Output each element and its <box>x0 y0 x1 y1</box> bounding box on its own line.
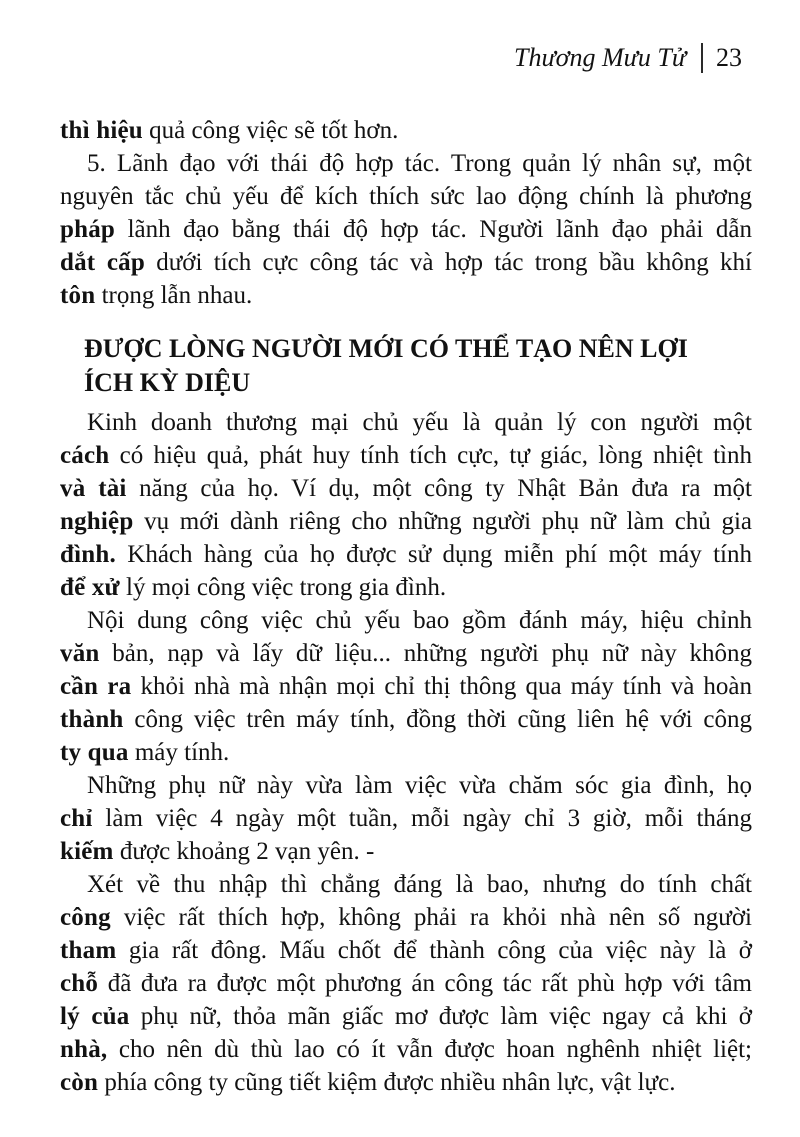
ink-heavy-word: nghiệp <box>60 508 134 535</box>
paragraph <box>60 406 752 604</box>
ink-heavy-word: kiếm <box>60 838 114 865</box>
page-text <box>60 114 752 1099</box>
text-line: Kinh doanh thương mại chủ yếu là quản lý con người một <box>87 409 752 436</box>
text-line: công việc rất thích hợp, không phải ra khỏi nhà nên số người <box>60 904 752 931</box>
ink-heavy-word: thì hiệu <box>60 117 143 144</box>
ink-heavy-word: văn <box>60 640 100 667</box>
text-line: thì hiệu quả công việc sẽ tốt hơn. <box>60 117 399 144</box>
ink-heavy-word: dắt cấp <box>60 249 145 276</box>
text-line: và tài năng của họ. Ví dụ, một công ty Nhật Bản đưa ra một <box>60 475 752 502</box>
ink-heavy-word: còn <box>60 1069 99 1096</box>
text-line: Xét về thu nhập thì chẳng đáng là bao, nhưng do tính chất <box>87 871 752 898</box>
ink-heavy-word: và tài <box>60 475 127 502</box>
ink-heavy-word: công <box>60 904 111 931</box>
page-number: 23 <box>716 43 742 72</box>
paragraph <box>60 147 752 312</box>
heading-line: ÍCH KỲ DIỆU <box>84 368 251 397</box>
text-line: 5. Lãnh đạo với thái độ hợp tác. Trong quản lý nhân sự, một <box>87 150 752 177</box>
text-line: cách có hiệu quả, phát huy tính tích cực, tự giác, lòng nhiệt tình <box>60 442 752 469</box>
text-line: chỗ đã đưa ra được một phương án công tác rất phù hợp với tâm <box>60 970 752 997</box>
text-line: tham gia rất đông. Mấu chốt để thành công của việc này là ở <box>60 937 752 964</box>
ink-heavy-word: thành <box>60 706 124 733</box>
paragraph <box>60 114 752 147</box>
text-line: nghiệp vụ mới dành riêng cho những người phụ nữ làm chủ gia <box>60 508 752 535</box>
section-heading <box>60 332 752 400</box>
text-line: để xử lý mọi công việc trong gia đình. <box>60 574 447 601</box>
running-title: Thương Mưu Tử <box>514 43 686 72</box>
paragraph <box>60 868 752 1099</box>
ink-heavy-word: tôn <box>60 282 96 309</box>
ink-heavy-word: đình. <box>60 541 116 568</box>
text-line: dắt cấp dưới tích cực công tác và hợp tác trong bầu không khí <box>60 249 752 276</box>
ink-heavy-word: nhà, <box>60 1036 108 1063</box>
ink-heavy-word: ty qua <box>60 739 129 766</box>
ink-heavy-word: cần ra <box>60 673 132 700</box>
header-separator <box>701 43 703 73</box>
running-header <box>60 42 752 74</box>
text-line: Nội dung công việc chủ yếu bao gồm đánh máy, hiệu chỉnh <box>87 607 752 634</box>
text-line: cần ra khỏi nhà mà nhận mọi chỉ thị thông qua máy tính và hoàn <box>60 673 752 700</box>
text-line: tôn trọng lẫn nhau. <box>60 282 253 309</box>
text-line: thành công việc trên máy tính, đồng thời cũng liên hệ với công <box>60 706 752 733</box>
ink-heavy-word: pháp <box>60 216 116 243</box>
ink-heavy-word: chỉ <box>60 805 93 832</box>
paragraph <box>60 604 752 769</box>
text-line: ty qua máy tính. <box>60 739 230 766</box>
text-line: nguyên tắc chủ yếu để kích thích sức lao động chính là phương <box>60 183 752 210</box>
ink-heavy-word: chỗ <box>60 970 99 997</box>
ink-heavy-word: để xử <box>60 574 120 601</box>
text-line: còn phía công ty cũng tiết kiệm được nhiều nhân lực, vật lực. <box>60 1069 676 1096</box>
text-line: chỉ làm việc 4 ngày một tuần, mỗi ngày chỉ 3 giờ, mỗi tháng <box>60 805 752 832</box>
ink-heavy-word: lý của <box>60 1003 130 1030</box>
text-line: lý của phụ nữ, thỏa mãn giấc mơ được làm việc ngay cả khi ở <box>60 1003 752 1030</box>
text-line: kiếm được khoảng 2 vạn yên. - <box>60 838 375 865</box>
text-line: pháp lãnh đạo bằng thái độ hợp tác. Người lãnh đạo phải dẫn <box>60 216 752 243</box>
text-line: văn bản, nạp và lấy dữ liệu... những người phụ nữ này không <box>60 640 752 667</box>
ink-heavy-word: tham <box>60 937 117 964</box>
text-line: Những phụ nữ này vừa làm việc vừa chăm sóc gia đình, họ <box>87 772 752 799</box>
ink-heavy-word: cách <box>60 442 110 469</box>
text-line: nhà, cho nên dù thù lao có ít vẫn được hoan nghênh nhiệt liệt; <box>60 1036 752 1063</box>
heading-line: ĐƯỢC LÒNG NGƯỜI MỚI CÓ THỂ TẠO NÊN LỢI <box>84 334 688 363</box>
paragraph <box>60 769 752 868</box>
text-line: đình. Khách hàng của họ được sử dụng miễn phí một máy tính <box>60 541 752 568</box>
